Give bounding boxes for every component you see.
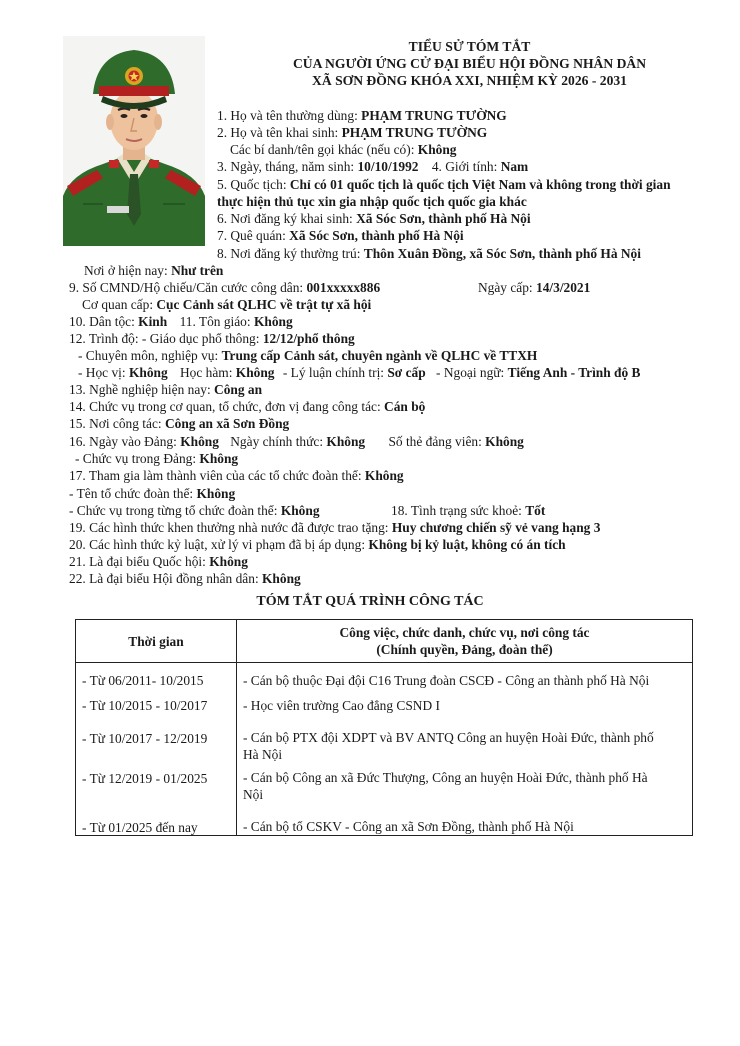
field-birth-date: 3. Ngày, tháng, năm sinh: 10/10/1992 4. Giới tính: Nam xyxy=(217,159,529,174)
career-row-work: - Cán bộ tổ CSKV - Công an xã Sơn Đồng, thành phố Hà Nội xyxy=(243,819,574,834)
field-organizations: 17. Tham gia làm thành viên của các tổ chức đoàn thể: Không xyxy=(69,468,404,483)
career-section-title: TÓM TẮT QUÁ TRÌNH CÔNG TÁC xyxy=(256,594,484,609)
field-degrees: - Học vị: Không Học hàm: Không - Lý luận chính trị: Sơ cấp - Ngoại ngữ: Tiếng Anh - Trình độ B xyxy=(78,365,641,380)
field-peoples-council: 22. Là đại biểu Hội đồng nhân dân: Không xyxy=(69,571,301,586)
col-time-header: Thời gian xyxy=(76,620,237,663)
career-table-header xyxy=(76,620,693,663)
field-awards: 19. Các hình thức khen thưởng nhà nước đã được trao tặng: Huy chương chiến sỹ vẻ vang hạng 3 xyxy=(69,520,601,535)
career-table-body xyxy=(76,663,693,836)
field-current-residence: Nơi ở hiện nay: Như trên xyxy=(84,263,224,278)
field-aliases: Các bí danh/tên gọi khác (nếu có): Không xyxy=(230,142,457,157)
field-occupation: 13. Nghề nghiệp hiện nay: Công an xyxy=(69,382,263,397)
career-row-time: - Từ 10/2015 - 10/2017 xyxy=(82,698,208,713)
career-row-work: - Cán bộ PTX đội XDPT và BV ANTQ Công an huyện Hoài Đức, thành phố xyxy=(243,730,654,745)
career-row-work-cont: Nội xyxy=(243,787,264,802)
time-column xyxy=(76,663,237,836)
col-work-header: Công việc, chức danh, chức vụ, nơi công tác (Chính quyền, Đảng, đoàn thể) xyxy=(237,620,693,663)
field-party-position: - Chức vụ trong Đảng: Không xyxy=(75,451,239,466)
career-row-time: - Từ 01/2025 đến nay xyxy=(82,820,198,835)
portrait-photo xyxy=(63,36,205,246)
career-table xyxy=(75,619,693,836)
field-national-assembly: 21. Là đại biểu Quốc hội: Không xyxy=(69,554,248,569)
field-id-number: 9. Số CMND/Hộ chiếu/Căn cước công dân: 001xxxxx886 xyxy=(69,280,381,295)
field-nationality-cont: thực hiện thủ tục xin gia nhập quốc tịch quốc gia khác xyxy=(217,194,527,209)
field-hometown: 7. Quê quán: Xã Sóc Sơn, thành phố Hà Nội xyxy=(217,228,464,243)
field-party-membership: 16. Ngày vào Đảng: Không Ngày chính thức: Không Số thẻ đảng viên: Không xyxy=(69,434,524,449)
field-nationality: 5. Quốc tịch: Chỉ có 01 quốc tịch là quốc tịch Việt Nam và không trong thời gian xyxy=(217,177,671,192)
field-ethnicity-religion: 10. Dân tộc: Kinh 11. Tôn giáo: Không xyxy=(69,314,293,329)
document-subtitle: CỦA NGƯỜI ỨNG CỬ ĐẠI BIỂU HỘI ĐỒNG NHÂN DÂN xyxy=(292,56,647,71)
career-row-work-cont: Hà Nội xyxy=(243,747,283,762)
field-health: 18. Tình trạng sức khoẻ: Tốt xyxy=(391,503,546,518)
career-row-time: - Từ 06/2011- 10/2015 xyxy=(82,673,204,688)
field-specialty: - Chuyên môn, nghiệp vụ: Trung cấp Cảnh sát, chuyên ngành về QLHC về TTXH xyxy=(78,348,538,363)
career-row-work: - Cán bộ thuộc Đại đội C16 Trung đoàn CSCĐ - Công an thành phố Hà Nội xyxy=(243,673,650,688)
document-title: TIỂU SỬ TÓM TẮT xyxy=(408,39,531,54)
work-column xyxy=(237,663,693,836)
career-row-work: - Học viên trường Cao đẳng CSND I xyxy=(243,698,440,713)
field-organization-name: - Tên tổ chức đoàn thể: Không xyxy=(69,486,236,501)
field-organization-position: - Chức vụ trong từng tổ chức đoàn thể: Không xyxy=(69,503,320,518)
field-common-name: 1. Họ và tên thường dùng: PHẠM TRUNG TƯỜNG xyxy=(217,108,507,123)
field-birth-registration: 6. Nơi đăng ký khai sinh: Xã Sóc Sơn, thành phố Hà Nội xyxy=(217,211,531,226)
field-id-issue-date: Ngày cấp: 14/3/2021 xyxy=(478,280,591,295)
field-position: 14. Chức vụ trong cơ quan, tổ chức, đơn vị đang công tác: Cán bộ xyxy=(69,399,426,414)
field-id-issuer: Cơ quan cấp: Cục Cảnh sát QLHC về trật tự xã hội xyxy=(82,297,372,312)
career-row-time: - Từ 12/2019 - 01/2025 xyxy=(82,771,208,786)
field-discipline: 20. Các hình thức kỷ luật, xử lý vi phạm đã bị áp dụng: Không bị kỷ luật, không có án tích xyxy=(69,537,566,552)
field-permanent-residence: 8. Nơi đăng ký thường trú: Thôn Xuân Đồng, xã Sóc Sơn, thành phố Hà Nội xyxy=(217,246,641,261)
document-subtitle-term: XÃ SƠN ĐỒNG KHÓA XXI, NHIỆM KỲ 2026 - 2031 xyxy=(312,73,627,88)
field-education: 12. Trình độ: - Giáo dục phổ thông: 12/12/phổ thông xyxy=(69,331,355,346)
career-row-time: - Từ 10/2017 - 12/2019 xyxy=(82,731,208,746)
field-workplace: 15. Nơi công tác: Công an xã Sơn Đồng xyxy=(69,416,290,431)
career-row-work: - Cán bộ Công an xã Đức Thượng, Công an huyện Hoài Đức, thành phố Hà xyxy=(243,770,648,785)
field-birth-name: 2. Họ và tên khai sinh: PHẠM TRUNG TƯỜNG xyxy=(217,125,488,140)
